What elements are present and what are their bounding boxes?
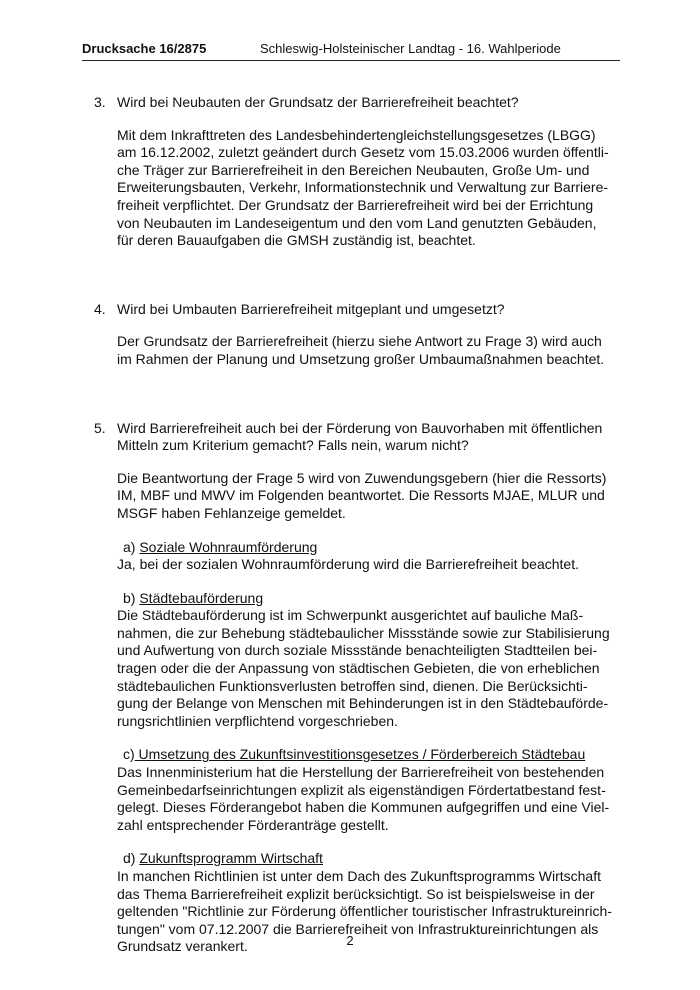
question-5 — [90, 420, 630, 455]
question-number: 3. — [94, 94, 106, 110]
answer-line: Die Beantwortung der Frage 5 wird von Zuwendungsgebern (hier die Ressorts) — [117, 469, 607, 486]
answer-line: für deren Bauaufgaben die GMSH zuständig ist, beachtet. — [117, 232, 476, 249]
answer-line: von Neubauten im Landeseigentum und den vom Land genutzten Gebäuden, — [117, 214, 597, 231]
subsection-title: Umsetzung des Zukunftsinvestitionsgesetzes / Förderbereich Städtebau — [134, 746, 586, 763]
answer-line: MSGF haben Fehlanzeige gemeldet. — [117, 504, 346, 521]
subsection-heading — [90, 539, 630, 557]
body-line: nahmen, die zur Behebung städtebaulicher Missstände sowie zur Stabilisierung — [117, 624, 610, 641]
subsection-body — [90, 556, 630, 574]
document-number: Drucksache 16/2875 — [82, 41, 207, 56]
answer-3 — [90, 127, 630, 250]
subsection-body — [90, 764, 630, 834]
answer-line: IM, MBF und MWV im Folgenden beantwortet. Die Ressorts MJAE, MLUR und — [117, 487, 605, 504]
question-4 — [90, 301, 630, 319]
body-line: tungen" vom 07.12.2007 die Barrierefreiheit von Infrastruktureinrichtungen als — [117, 920, 599, 937]
subsection-a — [90, 539, 630, 574]
page-header — [82, 41, 620, 59]
body-line: Gemeinbedarfseinrichtungen explizit als eigenständigen Fördertatbestand fest- — [117, 781, 606, 798]
question-number: 5. — [94, 419, 106, 436]
body-line: Die Städtebauförderung ist im Schwerpunkt ausgerichtet auf bauliche Maß- — [117, 607, 584, 624]
answer-line: am 16.12.2002, zuletzt geändert durch Gesetz vom 15.03.2006 wurden öffentli- — [117, 144, 609, 161]
subsection-b — [90, 590, 630, 731]
subsection-title: Soziale Wohnraumförderung — [139, 538, 318, 555]
body-line: Das Innenministerium hat die Herstellung der Barrierefreiheit von bestehenden — [117, 764, 605, 781]
parliament-title: Schleswig-Holsteinischer Landtag - 16. Wahlperiode — [260, 41, 561, 56]
body-line: Grundsatz verankert. — [117, 938, 248, 955]
answer-line: Mit dem Inkrafttreten des Landesbehindertengleichstellungsgesetzes (LBGG) — [117, 126, 596, 143]
subsection-heading — [90, 850, 630, 868]
question-text: Wird bei Umbauten Barrierefreiheit mitgeplant und umgesetzt? — [117, 300, 505, 317]
subsection-label: c) — [123, 746, 135, 763]
question-text-line: Wird Barrierefreiheit auch bei der Förderung von Bauvorhaben mit öffentlichen — [117, 419, 603, 436]
body-line: tragen oder die der Anpassung von städtischen Gebieten, die von erheblichen — [117, 660, 600, 677]
body-line: gung der Belange von Menschen mit Behinderungen ist in den Städtebauförde- — [117, 695, 609, 712]
answer-4 — [90, 333, 630, 368]
question-number: 4. — [94, 300, 106, 317]
body-line: In manchen Richtlinien ist unter dem Dach des Zukunftsprogramms Wirtschaft — [117, 868, 601, 884]
body-line: das Thema Barrierefreiheit explizit berücksichtigt. So ist beispielsweise in der — [117, 885, 595, 902]
question-text: Wird bei Neubauten der Grundsatz der Barrierefreiheit beachtet? — [117, 94, 519, 110]
header-rule — [82, 60, 620, 61]
body-line: zahl entsprechender Förderanträge gestellt. — [117, 816, 389, 833]
answer-line: che Träger zur Barrierefreiheit in den Bereichen Neubauten, Große Um- und — [117, 161, 590, 178]
subsection-label: b) — [123, 589, 136, 606]
subsection-body — [90, 607, 630, 730]
answer-line: im Rahmen der Planung und Umsetzung großer Umbaumaßnahmen beachtet. — [117, 350, 605, 367]
question-text-line: Mitteln zum Kriterium gemacht? Falls nein, warum nicht? — [117, 437, 469, 454]
answer-line: Erweiterungsbauten, Verkehr, Informationstechnik und Verwaltung zur Barriere- — [117, 179, 609, 196]
body-line: rungsrichtlinien verpflichtend vorgeschrieben. — [117, 712, 398, 729]
answer-5 — [90, 470, 630, 523]
body-line: städtebaulichen Funktionsverlusten betroffen sind, dienen. Die Berücksichti- — [117, 677, 588, 694]
subsection-title: Städtebauförderung — [139, 589, 264, 606]
subsection-label: d) — [123, 850, 136, 867]
subsection-title: Zukunftsprogramm Wirtschaft — [139, 850, 323, 867]
subsection-c — [90, 746, 630, 834]
subsection-heading — [90, 746, 630, 764]
subsection-heading — [90, 590, 630, 608]
answer-line: freiheit verpflichtet. Der Grundsatz der Barrierefreiheit wird bei der Errichtung — [117, 196, 594, 213]
page-number: 2 — [346, 933, 354, 948]
body-line: Ja, bei der sozialen Wohnraumförderung wird die Barrierefreiheit beachtet. — [117, 556, 579, 573]
body-line: gelegt. Dieses Förderangebot haben die Kommunen aufgegriffen und eine Viel- — [117, 799, 610, 816]
subsection-label: a) — [123, 538, 136, 555]
document-body — [90, 94, 630, 956]
answer-line: Der Grundsatz der Barrierefreiheit (hierzu siehe Antwort zu Frage 3) wird auch — [117, 333, 602, 350]
body-line: und Aufwertung von durch soziale Missstände benachteiligten Stadtteilen bei- — [117, 642, 598, 659]
body-line: geltenden "Richtlinie zur Förderung öffentlicher touristischer Infrastruktureinrich- — [117, 903, 612, 920]
question-3 — [90, 94, 630, 112]
